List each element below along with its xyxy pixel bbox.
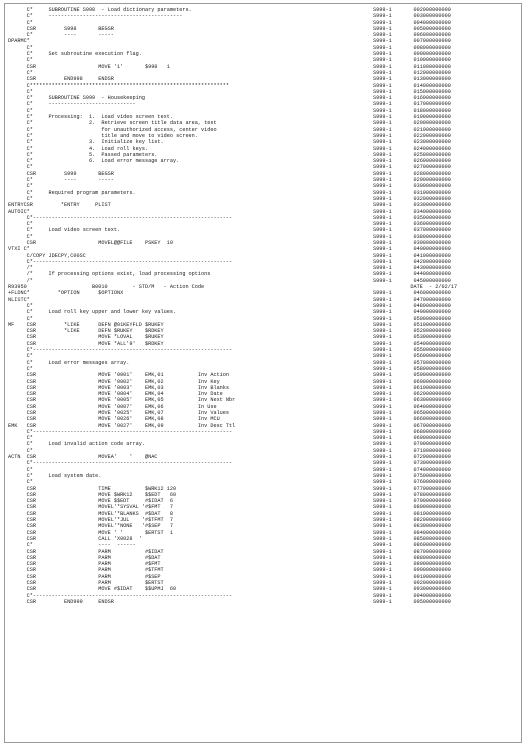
sequence-number: S999-1 066000000000 — [373, 416, 451, 423]
source-statement: CSR MOVE '0001' EMK,01 Inv Action — [8, 372, 230, 379]
sequence-number: S999-1 044000000000 — [373, 271, 451, 278]
sequence-number: S999-1 043000000000 — [373, 265, 451, 272]
sequence-number: S999-1 081000000000 — [373, 510, 451, 517]
source-statement: CSR PARM #$FMT — [8, 561, 161, 568]
source-statement: CSR MOVE '0007' EMK,06 In Use — [8, 403, 217, 410]
source-statement: ENTRYCSR *ENTRY PLIST — [8, 202, 111, 209]
sequence-number: S999-1 079000000000 — [373, 498, 451, 505]
sequence-number: S999-1 048000000000 — [373, 302, 451, 309]
sequence-number: S999-1 056000000000 — [373, 353, 451, 360]
sequence-number: S999-1 004000000000 — [373, 19, 451, 26]
sequence-number: S999-1 027000000000 — [373, 164, 451, 171]
source-statement: C* — [8, 57, 33, 64]
source-statement: C* — [8, 365, 33, 372]
code-line — [8, 599, 518, 605]
source-statement: C* 4. Load roll keys. — [8, 145, 149, 152]
sequence-number: S999-1 074000000000 — [373, 466, 451, 473]
source-statement: CSR MOVE '0002' EMK,02 Inv Key — [8, 378, 220, 385]
sequence-number: S999-1 087000000000 — [373, 548, 451, 555]
source-statement: C* ---------------------------- — [8, 101, 136, 108]
sequence-number: S999-1 069000000000 — [373, 435, 451, 442]
sequence-number: S999-1 016000000000 — [373, 95, 451, 102]
sequence-number: S999-1 052000000000 — [373, 328, 451, 335]
sequence-number: S999-1 054000000000 — [373, 340, 451, 347]
sequence-number: S999-1 030000000000 — [373, 183, 451, 190]
source-statement: CSR S999 BEGSR — [8, 170, 114, 177]
sequence-number: S999-1 015000000000 — [373, 88, 451, 95]
sequence-number: S999-1 037000000000 — [373, 227, 451, 234]
source-statement: CSR MOVE '0004' EMK,04 Inv Date — [8, 391, 223, 398]
source-statement: CSR MOVE '0003' EMK,03 Inv Blanks — [8, 384, 230, 391]
sequence-number: S999-1 073000000000 — [373, 460, 451, 467]
sequence-number: S999-1 076000000000 — [373, 479, 451, 486]
sequence-number: S999-1 049000000000 — [373, 309, 451, 316]
sequence-number: S999-1 013000000000 — [373, 76, 451, 83]
source-statement: DPARMC* — [8, 38, 30, 45]
source-statement: CSR MOVE '0005' EMK,05 Inv Next Nbr — [8, 397, 236, 404]
source-listing — [8, 7, 518, 605]
source-statement: C* Load video screen text. — [8, 227, 121, 234]
source-statement: C* — [8, 315, 33, 322]
source-statement: C* 5. Passed parameters. — [8, 151, 158, 158]
sequence-number: S999-1 025000000000 — [373, 151, 451, 158]
sequence-number: S999-1 093000000000 — [373, 586, 451, 593]
source-statement: CSR MOVEL'*BLANKS #$DAT 8 — [8, 510, 173, 517]
source-statement: EMK CSR MOVE '0027' EMK,09 Inv Desc Ttl — [8, 422, 236, 429]
source-statement: C* — [8, 435, 33, 442]
sequence-number: S999-1 023000000000 — [373, 139, 451, 146]
source-statement: C* SUBROUTINE S998 - Load dictionary parameters. — [8, 7, 192, 13]
sequence-number: S999-1 038000000000 — [373, 233, 451, 240]
sequence-number: S999-1 088000000000 — [373, 554, 451, 561]
sequence-number: S999-1 019000000000 — [373, 114, 451, 121]
sequence-number: S999-1 062000000000 — [373, 391, 451, 398]
source-statement: /* — [8, 277, 33, 284]
sequence-number: S999-1 036000000000 — [373, 221, 451, 228]
sequence-number: S999-1 092000000000 — [373, 580, 451, 587]
source-statement: C* title and move to video screen. — [8, 132, 198, 139]
source-statement: C* — [8, 107, 33, 114]
sequence-number: S999-1 090000000000 — [373, 567, 451, 574]
source-statement: C* — [8, 353, 33, 360]
source-statement: CSR MOVE *ALL'9' $RDKEY — [8, 340, 164, 347]
source-statement: C* Load system date. — [8, 472, 102, 479]
source-statement: CSR MOVE '0025' EMK,07 Inv Values — [8, 410, 230, 416]
sequence-number: S999-1 029000000000 — [373, 177, 451, 184]
source-statement: CSR END999 ENDSR — [8, 598, 114, 605]
sequence-number: S999-1 061000000000 — [373, 384, 451, 391]
sequence-number: S999-1 051000000000 — [373, 321, 451, 328]
source-statement: C*---------------------------------------------------------------- — [8, 258, 233, 265]
source-statement: /* If processing options exist, load processing options — [8, 271, 211, 278]
sequence-number: S999-1 080000000000 — [373, 504, 451, 511]
sequence-number: S999-1 084000000000 — [373, 529, 451, 536]
sequence-number: S999-1 010000000000 — [373, 57, 451, 64]
source-statement: CSR CALL 'X0028 ' — [8, 535, 142, 542]
sequence-number: S999-1 082000000000 — [373, 517, 451, 524]
source-statement: C* Load error messages array. — [8, 359, 130, 366]
source-statement: CSR PARM $ERTST — [8, 580, 164, 587]
source-statement: C* 3. Initialize key list. — [8, 139, 164, 146]
sequence-number: S999-1 034000000000 — [373, 208, 451, 215]
source-statement: C*---------------------------------------------------------------- — [8, 428, 233, 435]
source-statement: C* — [8, 466, 33, 473]
source-statement: CSR PARM #$TFMT — [8, 567, 164, 574]
sequence-number: S999-1 077000000000 — [373, 485, 451, 492]
source-statement: C*---------------------------------------------------------------- — [8, 214, 233, 221]
sequence-number: S999-1 026000000000 — [373, 158, 451, 165]
source-statement: C* — [8, 221, 33, 228]
source-statement: C* for unauthorized access, center video — [8, 126, 217, 133]
sequence-number: S999-1 033000000000 — [373, 202, 451, 209]
source-statement: R93950 B0010 - STD/M - Action Code — [8, 284, 205, 291]
sequence-number: S999-1 050000000000 — [373, 315, 451, 322]
source-statement: CSR MOVEL@@FILE PSKEY 10 — [8, 239, 173, 246]
source-statement: C* — [8, 164, 33, 171]
sequence-number: S999-1 068000000000 — [373, 428, 451, 435]
sequence-number: S999-1 064000000000 — [373, 403, 451, 410]
source-statement: CSR END998 ENDSR — [8, 76, 114, 83]
sequence-number: S999-1 006000000000 — [373, 32, 451, 39]
source-statement: CSR MOVE $WRK12 $$EDT 60 — [8, 491, 177, 498]
sequence-number: S999-1 012000000000 — [373, 69, 451, 76]
source-statement: AUTOIC* — [8, 208, 30, 215]
sequence-number: S999-1 095000000000 — [373, 598, 451, 605]
source-statement: C* Set subroutine execution flag. — [8, 51, 142, 58]
sequence-number: S999-1 008000000000 — [373, 44, 451, 51]
sequence-number: S999-1 011000000000 — [373, 63, 451, 70]
sequence-number: S999-1 078000000000 — [373, 491, 451, 498]
document-page — [4, 3, 522, 743]
source-statement: C* ------------------------------------------- — [8, 13, 183, 20]
sequence-number: S999-1 094000000000 — [373, 592, 451, 599]
source-statement: C* ---- ----- — [8, 32, 114, 39]
source-statement: C* — [8, 233, 33, 240]
sequence-number: S999-1 005000000000 — [373, 25, 451, 32]
source-statement: C* Required program parameters. — [8, 189, 136, 196]
source-statement: MF CSR *LIKE DEFN @01KEYFLD $RUKEY — [8, 321, 164, 328]
source-statement: C* Processing: 1. Load video screen text. — [8, 114, 173, 121]
source-statement: C* Load invalid action code array. — [8, 441, 145, 448]
source-statement: C*---------------------------------------------------------------- — [8, 347, 233, 354]
sequence-number: S999-1 053000000000 — [373, 334, 451, 341]
sequence-number: S999-1 057000000000 — [373, 359, 451, 366]
source-statement: CSR S998 BEGSR — [8, 25, 114, 32]
source-statement: C* — [8, 195, 33, 202]
source-statement: C* — [8, 88, 33, 95]
sequence-number: S999-1 021000000000 — [373, 126, 451, 133]
source-statement: C* — [8, 447, 33, 454]
source-statement: C* — [8, 44, 33, 51]
sequence-number: S999-1 075000000000 — [373, 472, 451, 479]
sequence-number: S999-1 035000000000 — [373, 214, 451, 221]
source-statement: C* — [8, 183, 33, 190]
source-statement: CSR MOVE '0026' EMK,08 Inv MCU — [8, 416, 220, 423]
sequence-number: S999-1 070000000000 — [373, 441, 451, 448]
sequence-number: S999-1 067000000000 — [373, 422, 451, 429]
sequence-number: S999-1 085000000000 — [373, 535, 451, 542]
sequence-number: S999-1 086000000000 — [373, 542, 451, 549]
sequence-number: S999-1 059000000000 — [373, 372, 451, 379]
sequence-number: S999-1 071000000000 — [373, 447, 451, 454]
sequence-number: S999-1 065000000000 — [373, 410, 451, 416]
sequence-number: S999-1 020000000000 — [373, 120, 451, 127]
source-statement: C* — [8, 19, 33, 26]
source-statement: ACTN CSR MOVEA' ' @NAC — [8, 454, 158, 461]
sequence-number: S999-1 045000000000 — [373, 277, 451, 284]
sequence-number: S999-1 055000000000 — [373, 347, 451, 354]
source-statement: CSR MOVE #$IDAT $$UPMJ 60 — [8, 586, 177, 593]
source-statement: CSR MOVE *LOVAL $RUKEY — [8, 334, 164, 341]
source-statement: CSR PARM #$DAT — [8, 554, 161, 561]
source-statement: CSR *LIKE DEFN $RUKEY $RDKEY — [8, 328, 164, 335]
sequence-number: S999-1 002000000000 — [373, 7, 451, 13]
sequence-number: S999-1 041000000000 — [373, 252, 451, 259]
source-statement: C*---------------------------------------------------------------- — [8, 460, 233, 467]
sequence-number: S999-1 039000000000 — [373, 239, 451, 246]
source-statement: CSR PARM #$IDAT — [8, 548, 164, 555]
sequence-number: S999-1 032000000000 — [373, 195, 451, 202]
source-statement: C* 2. Retrieve screen title data area, test — [8, 120, 217, 127]
source-statement: CSR MOVE '1' $998 1 — [8, 63, 170, 70]
source-statement: C/COPY JDECPY,C00SC — [8, 252, 86, 259]
source-statement: C* 6. Load error message array. — [8, 158, 180, 165]
source-statement: CSR MOVEL'*SYSVAL '#$FMT 7 — [8, 504, 173, 511]
sequence-number: S999-1 009000000000 — [373, 51, 451, 58]
source-statement: C* ---- ----- — [8, 177, 114, 184]
sequence-number: S999-1 022000000000 — [373, 132, 451, 139]
sequence-number: S999-1 028000000000 — [373, 170, 451, 177]
sequence-number: S999-1 024000000000 — [373, 145, 451, 152]
sequence-number: S999-1 072000000000 — [373, 454, 451, 461]
sequence-number: S999-1 007000000000 — [373, 38, 451, 45]
sequence-number: S999-1 083000000000 — [373, 523, 451, 530]
source-statement: C* ---- ------ — [8, 542, 136, 549]
source-statement: CSR MOVE $$EDT #$IDAT 6 — [8, 498, 173, 505]
source-statement: C* — [8, 69, 33, 76]
sequence-number: S999-1 063000000000 — [373, 397, 451, 404]
source-statement: CSR MOVE ' ' $ERTST 1 — [8, 529, 173, 536]
sequence-number: S999-1 058000000000 — [373, 365, 451, 372]
sequence-number: S999-1 018000000000 — [373, 107, 451, 114]
source-statement: C* — [8, 302, 33, 309]
source-statement: CSR MOVEL'*JUL '#$TFMT 7 — [8, 517, 173, 524]
source-statement: C**************************************************************** — [8, 82, 230, 89]
source-statement: /* — [8, 265, 33, 272]
sequence-number: S999-1 031000000000 — [373, 189, 451, 196]
sequence-number: S999-1 046000000000 — [373, 290, 451, 297]
sequence-number: S999-1 042000000000 — [373, 258, 451, 265]
sequence-number: S999-1 017000000000 — [373, 101, 451, 108]
sequence-number: S999-1 091000000000 — [373, 573, 451, 580]
source-statement: CSR TIME $WRK12 120 — [8, 485, 177, 492]
source-statement: CSR MOVEL'*NONE '#$SEP 7 — [8, 523, 173, 530]
source-statement: C* — [8, 479, 33, 486]
source-statement: C* Load roll key upper and lower key values. — [8, 309, 177, 316]
sequence-number: S999-1 003000000000 — [373, 13, 451, 20]
source-statement: NLISTC* — [8, 296, 30, 303]
sequence-number: S999-1 040000000000 — [373, 246, 451, 253]
source-statement: C* SUBROUTINE S999 - Housekeeping — [8, 95, 145, 102]
sequence-number: S999-1 060000000000 — [373, 378, 451, 385]
source-statement: CSR PARM #$SEP — [8, 573, 161, 580]
source-statement: VTXI C* — [8, 246, 30, 253]
sequence-number: DATE - 2/02/17 — [373, 284, 458, 291]
source-statement: +FLDNC* *OPTION $OPTIONX — [8, 290, 124, 297]
sequence-number: S999-1 047000000000 — [373, 296, 451, 303]
source-statement: C*---------------------------------------------------------------- — [8, 592, 233, 599]
sequence-number: S999-1 014000000000 — [373, 82, 451, 89]
sequence-number: S999-1 089000000000 — [373, 561, 451, 568]
